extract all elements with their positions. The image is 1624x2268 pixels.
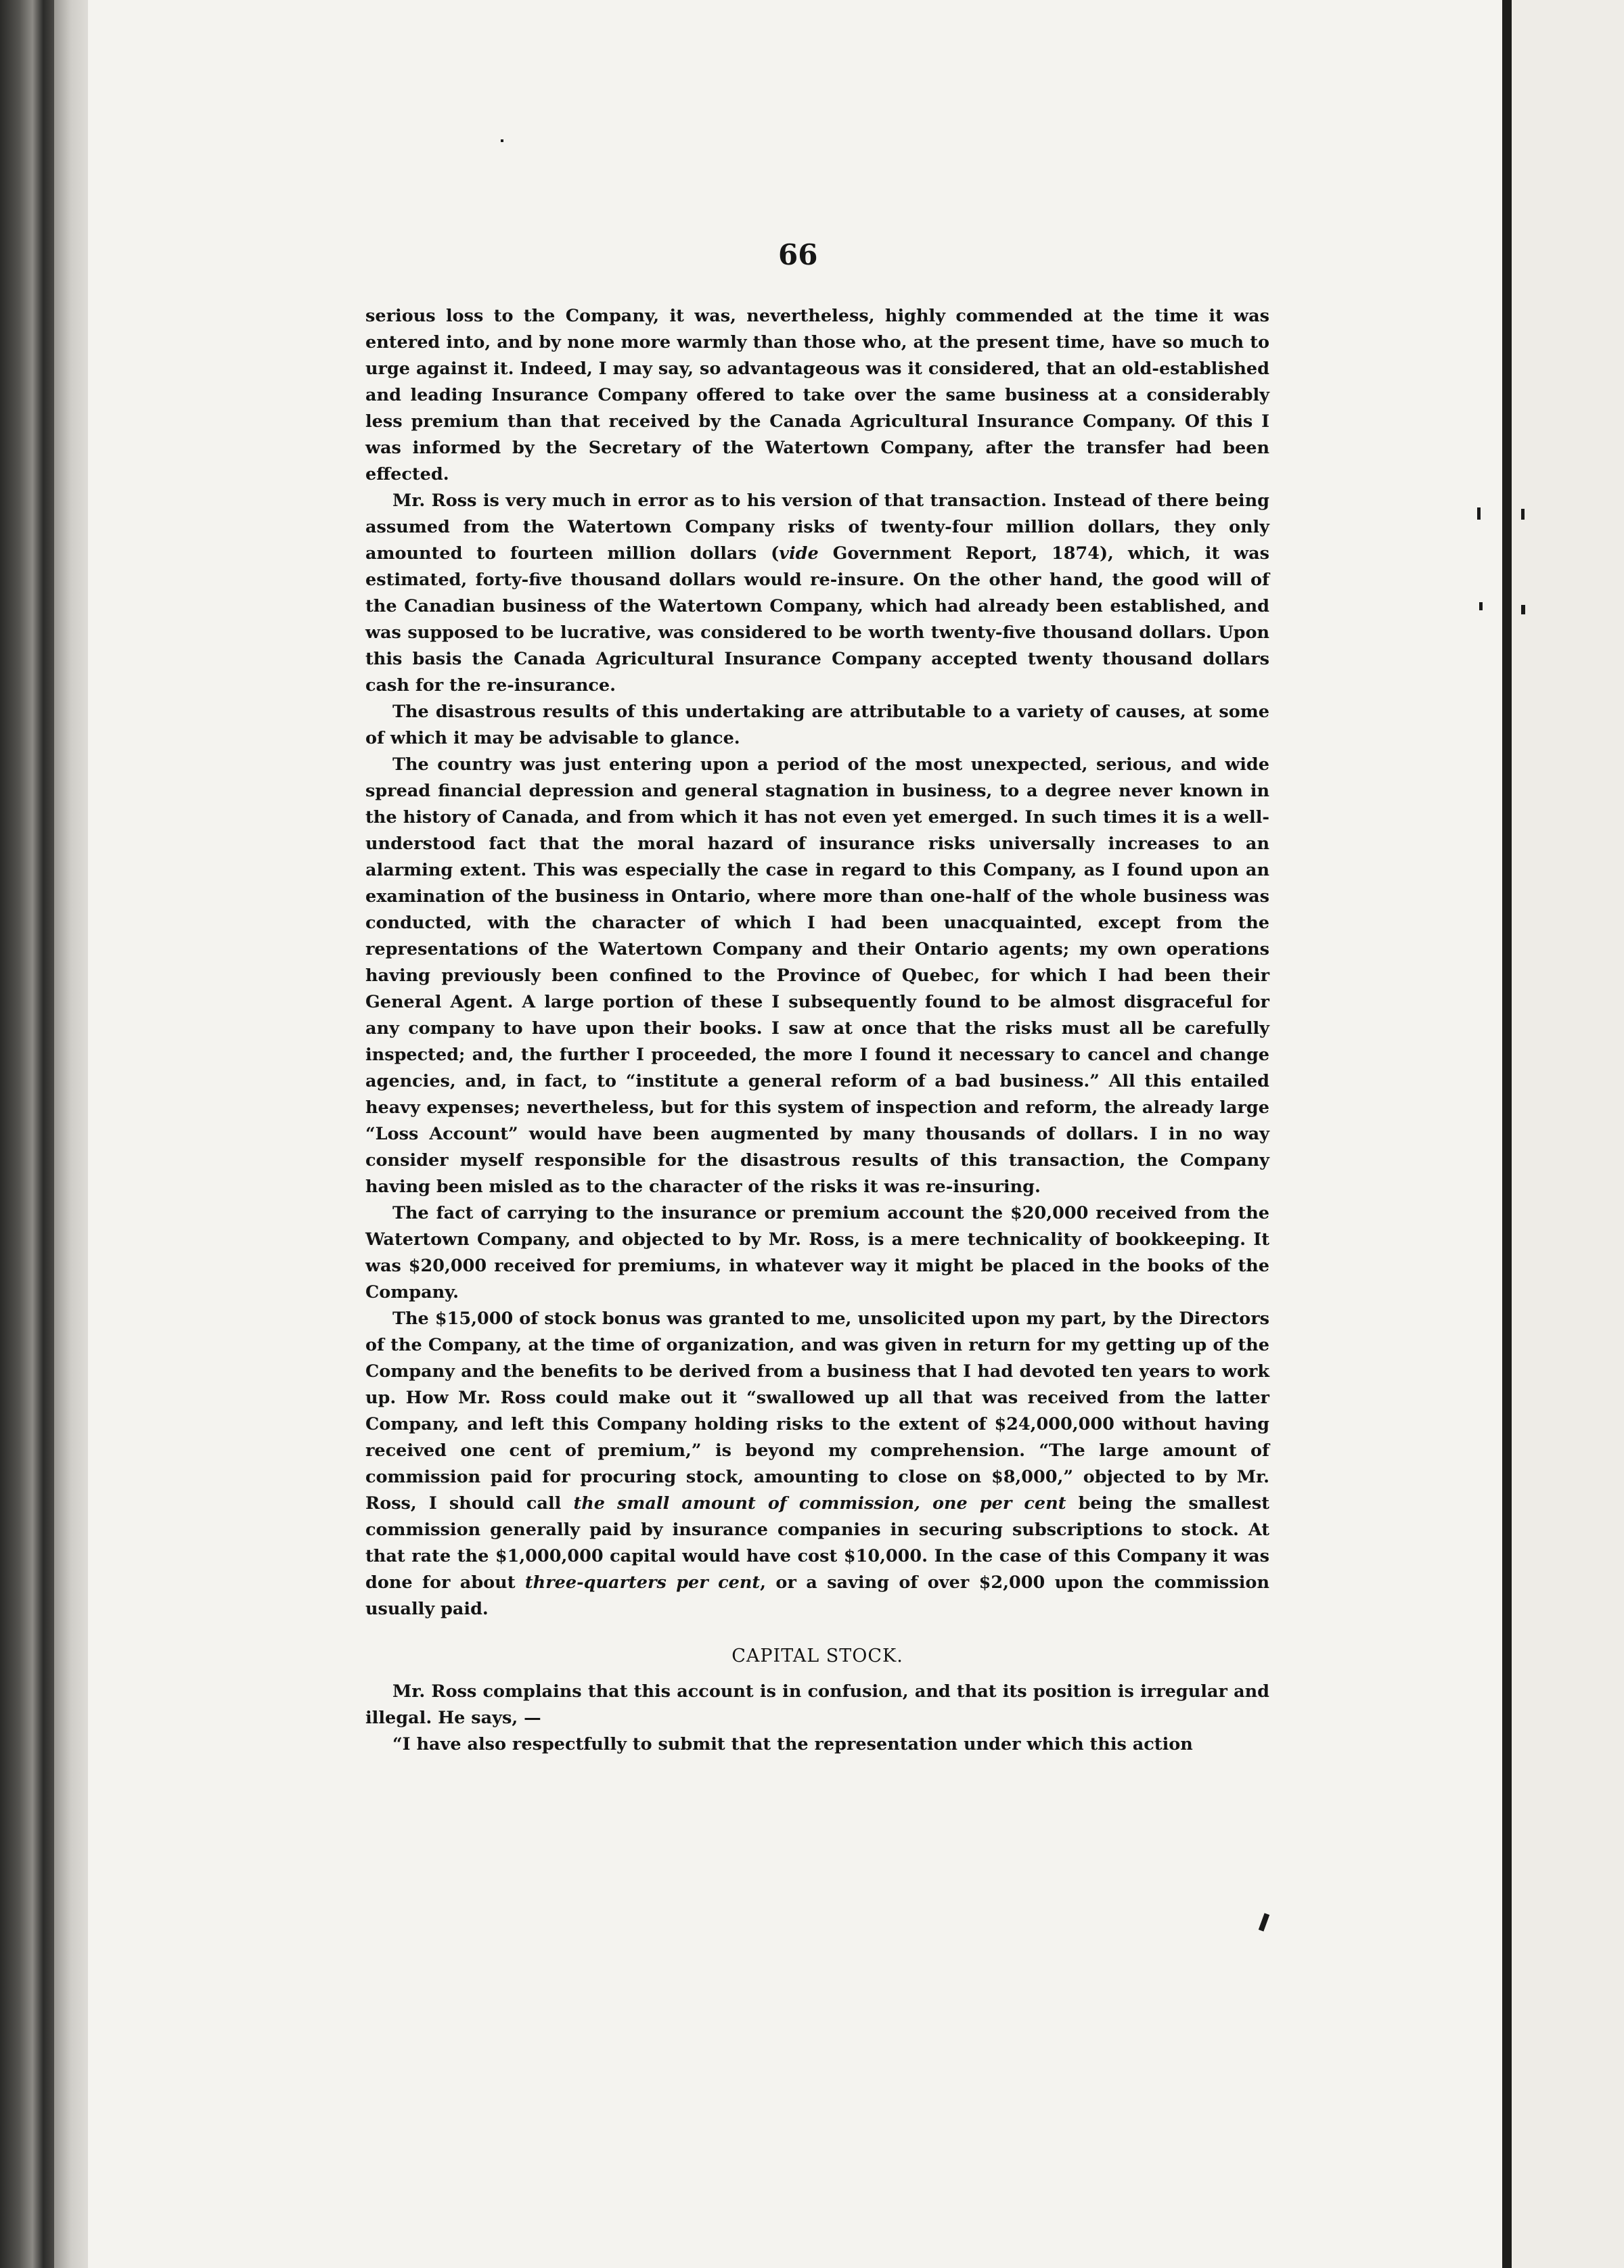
scan-speck [1521,509,1525,520]
section-heading: CAPITAL STOCK. [731,1646,903,1666]
paragraph-list [365,303,1269,1623]
text-run: The country was just entering upon a period of the most unexpected, serious, and wide spread financial depression and general stagnation in business, to a degree never known in the history of Canada, and from which it has not even yet emerged. In such times it is a well-understood fact that the moral hazard of insurance risks universally increases to an alarming extent. This was especially the case in regard to this Company, as I found upon an examination of the business in Ontario, where more than one-half of the whole business was conducted, with the character of which I had been unacquainted, except from the representations of the Watertown Company and their Ontario agents; my own operations having previously been confined to the Province of Quebec, for which I had been their General Agent. A large portion of these I subsequently found to be almost disgraceful for any company to have upon their books. I saw at once that the risks must all be carefully inspected; and, the further I proceeded, the more I found it necessary to cancel and change agencies, and, in fact, to “institute a general reform of a bad business.” All this entailed heavy expenses; nevertheless, but for this system of inspection and reform, the already large “Loss Account” would have been augmented by many thousands of dollars. I in no way consider myself responsible for the disastrous results of this transaction, the Company having been misled as to the character of the risks it was re-insuring. [365,754,1269,1197]
text-run: Mr. Ross complains that this account is in confusion, and that its position is irregular and illegal. He says, — [365,1681,1269,1728]
paragraph [365,1679,1269,1731]
paragraph [365,752,1269,1200]
scan-speck [501,139,503,142]
text-run: serious loss to the Company, it was, nevertheless, highly commended at the time it was entered into, and by none more warmly than those who, at the present time, have so much to urge against it. Indeed, I may say, so advantageous was it considered, that an old-established and leading Insurance Company offered to take over the same business at a considerably less premium than that received by the Canada Agricultural Insurance Company. Of this I was informed by the Secretary of the Watertown Company, after the transfer had been effected. [365,306,1269,484]
italic-text: the small amount of commission, one per cent [573,1493,1066,1514]
scan-speck [1521,605,1525,614]
scan-page-shadow [54,0,88,2268]
scan-binding-edge [0,0,54,2268]
scan-speck [1479,602,1483,610]
text-run: The $15,000 of stock bonus was granted to me, unsolicited upon my part, by the Directors of the Company, at the time of organization, and was given in return for my getting up of the Company and the benefits to be derived from a business that I had devoted ten years to work up. How Mr. Ross could make out it “swallowed up all that was received from the latter Company, and left this Company holding risks to the extent of $24,000,000 without having received one cent of premium,” is beyond my comprehension. “The large amount of commission paid for procuring stock, amounting to close on $8,000,” objected to by Mr. Ross, I should call [365,1309,1269,1514]
paragraph [365,1731,1269,1758]
paragraph-list-after-heading [365,1679,1269,1758]
page-number: 66 [778,238,818,271]
scan-speck [1477,507,1481,520]
text-run: Government Report, 1874), which, it was estimated, forty-five thousand dollars would re-insure. On the other hand, the good will of the Canadian business of the Watertown Company, which had already been established, and was supposed to be lucrative, was considered to be worth twenty-five thousand dollars. Upon this basis the Canada Agricultural Insurance Company accepted twenty thousand dollars cash for the re-insurance. [365,543,1269,696]
text-run: , or a saving of over $2,000 upon the commission usually paid. [365,1572,1269,1619]
text-run: “I have also respectfully to submit that the representation under which this action [392,1734,1193,1754]
text-run: Mr. Ross is very much in error as to his version of that transaction. Instead of there being assumed from the Watertown Company risks of twenty-four million dollars, they only amounted to fourteen million dollars ( [365,491,1269,564]
text-run: being the smallest commission generally paid by insurance companies in securing subscriptions to stock. At that rate the $1,000,000 capital would have cost $10,000. In the case of this Company it was done for about [365,1493,1269,1593]
scan-right-gutter [1502,0,1512,2268]
italic-text: vide [779,543,819,564]
paragraph [365,699,1269,752]
paragraph [365,488,1269,699]
paragraph [365,303,1269,488]
paragraph [365,1200,1269,1306]
text-run: The fact of carrying to the insurance or premium account the $20,000 received from the Watertown Company, and objected to by Mr. Ross, is a mere technicality of bookkeeping. It was $20,000 received for premiums, in whatever way it might be placed in the books of the Company. [365,1203,1269,1302]
italic-text: three-quarters per cent [524,1572,761,1593]
body-text [365,303,1269,1758]
paragraph [365,1306,1269,1623]
adjacent-page-edge [1512,0,1624,2268]
text-run: The disastrous results of this undertaking are attributable to a variety of causes, at some of which it may be advisable to glance. [365,702,1269,748]
